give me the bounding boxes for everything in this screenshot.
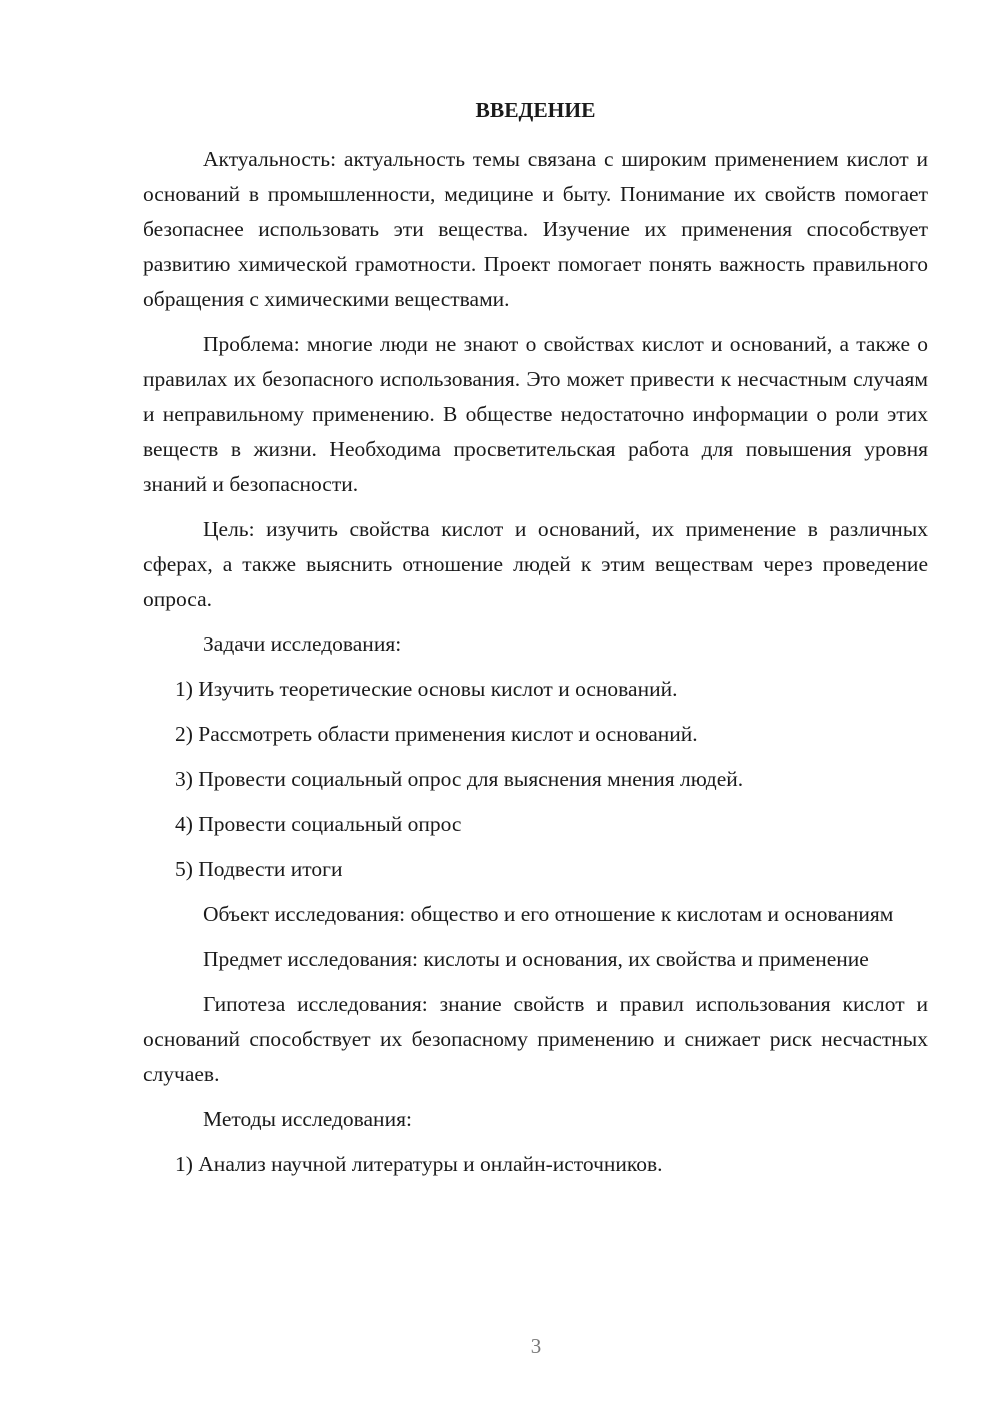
list-item: 2) Рассмотреть области применения кислот и оснований. — [175, 722, 698, 746]
list-item: 4) Провести социальный опрос — [175, 812, 462, 836]
methods-list — [143, 1147, 928, 1182]
subject-paragraph: Предмет исследования: кислоты и основания, их свойства и применение — [203, 947, 869, 971]
hypothesis-paragraph: Гипотеза исследования: знание свойств и правил использования кислот и оснований способствует их безопасному применению и снижает риск несчастных случаев. — [143, 992, 928, 1086]
page-number: 3 — [530, 1334, 542, 1358]
object-paragraph: Объект исследования: общество и его отношение к кислотам и основаниям — [203, 902, 894, 926]
list-item: 3) Провести социальный опрос для выяснения мнения людей. — [175, 767, 744, 791]
relevance-paragraph: Актуальность: актуальность темы связана с широким применением кислот и оснований в промышленности, медицине и быту. Понимание их свойств помогает безопаснее использовать эти вещества. Изучение их применения способствует развитию химической грамотности. Проект помогает понять важность правильного обращения с химическими веществами. — [143, 147, 928, 311]
list-item: 1) Анализ научной литературы и онлайн-источников. — [175, 1152, 663, 1176]
tasks-list — [143, 672, 928, 887]
methods-title: Методы исследования: — [203, 1107, 412, 1131]
problem-paragraph: Проблема: многие люди не знают о свойствах кислот и оснований, а также о правилах их безопасного использования. Это может привести к несчастным случаям и неправильному применению. В обществе недостаточно информации о роли этих веществ в жизни. Необходима просветительская работа для повышения уровня знаний и безопасности. — [143, 332, 928, 496]
section-heading: ВВЕДЕНИЕ — [475, 98, 596, 122]
document-page — [143, 96, 928, 1192]
list-item: 1) Изучить теоретические основы кислот и оснований. — [175, 677, 678, 701]
list-item: 5) Подвести итоги — [175, 857, 343, 881]
goal-paragraph: Цель: изучить свойства кислот и оснований, их применение в различных сферах, а также выяснить отношение людей к этим веществам через проведение опроса. — [143, 517, 928, 611]
tasks-title: Задачи исследования: — [203, 632, 402, 656]
